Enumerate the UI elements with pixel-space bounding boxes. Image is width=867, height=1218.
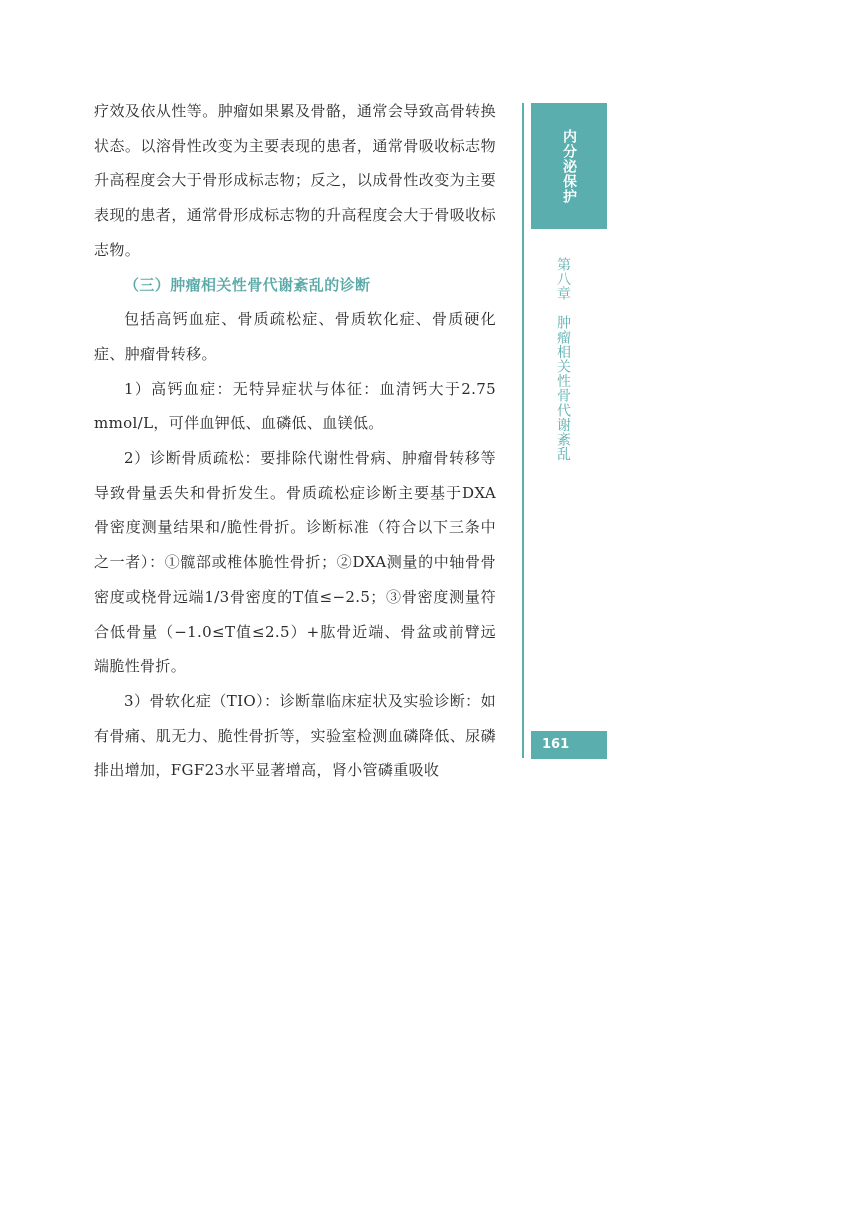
paragraph-osteoporosis: 2）诊断骨质疏松：要排除代谢性骨病、肿瘤骨转移等导致骨量丢失和骨折发生。骨质疏松症诊断主要基于DXA骨密度测量结果和/脆性骨折。诊断标准（符合以下三条中之一者）：①髋部或椎体脆性骨折；②DXA测量的中轴骨骨密度或桡骨远端1/3骨密度的T值≤−2.5；③骨密度测量符合低骨量（−1.0≤T值≤2.5）+肱骨近端、骨盆或前臂远端脆性骨折。 bbox=[94, 449, 496, 676]
page-number: 161 bbox=[531, 731, 607, 759]
main-text-column bbox=[94, 94, 496, 788]
chapter-title-vertical: 第八章 肿瘤相关性骨代谢紊乱 bbox=[555, 257, 571, 462]
paragraph-hypercalcemia: 1）高钙血症：无特异症状与体征：血清钙大于2.75 mmol/L，可伴血钾低、血磷低、血镁低。 bbox=[94, 379, 496, 433]
section-tab-label: 内分泌保护 bbox=[561, 129, 577, 204]
paragraph-continuation: 疗效及依从性等。肿瘤如果累及骨骼，通常会导致高骨转换状态。以溶骨性改变为主要表现的患者，通常骨吸收标志物升高程度会大于骨形成标志物；反之，以成骨性改变为主要表现的患者，通常骨形成标志物的升高程度会大于骨吸收标志物。 bbox=[94, 102, 496, 259]
section-tab bbox=[531, 103, 607, 229]
paragraph-osteomalacia: 3）骨软化症（TIO）：诊断靠临床症状及实验诊断：如有骨痛、肌无力、脆性骨折等，实验室检测血磷降低、尿磷排出增加，FGF23水平显著增高，肾小管磷重吸收 bbox=[94, 691, 496, 780]
margin-divider-line bbox=[522, 103, 524, 758]
section-heading: （三）肿瘤相关性骨代谢紊乱的诊断 bbox=[124, 275, 371, 294]
paragraph-overview: 包括高钙血症、骨质疏松症、骨质软化症、骨质硬化症、肿瘤骨转移。 bbox=[94, 310, 496, 363]
